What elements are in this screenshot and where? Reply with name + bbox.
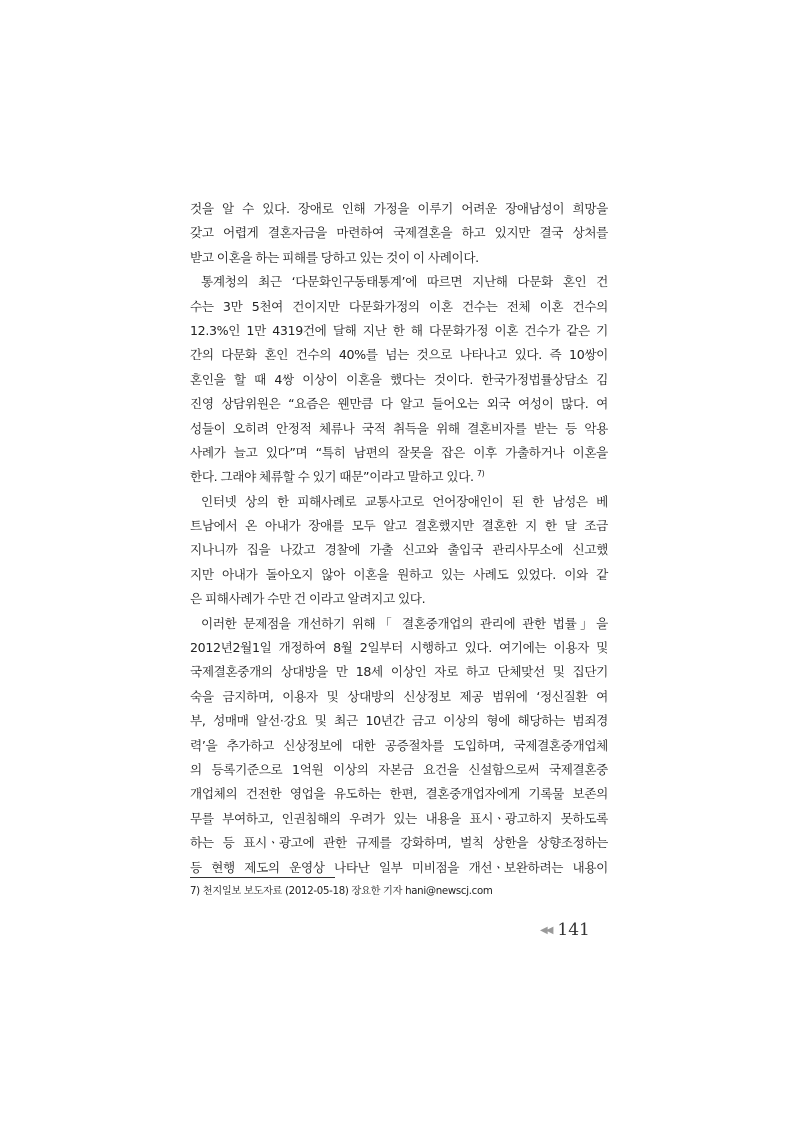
body-line: 받고 이혼을 하는 피해를 당하고 있는 것이 이 사례이다. <box>190 249 479 265</box>
body-line: 이러한 문제점을 개선하기 위해「 결혼중개업의 관리에 관한 법률」을 <box>201 615 608 631</box>
body-line: 국제결혼중개의 상대방을 만 18세 이상인 자로 하고 단체맞선 및 집단기 <box>190 664 608 680</box>
body-line: 혼인을 할 때 4쌍 이상이 이혼을 했다는 것이다. 한국가정법률상담소 김 <box>190 371 608 387</box>
body-line: 2012년2월1일 개정하여 8월 2일부터 시행하고 있다. 여기에는 이용자 및 <box>190 640 608 656</box>
body-line: 것을 알 수 있다. 장애로 인해 가정을 이루기 어려운 장애남성이 희망을 <box>190 201 608 216</box>
body-line: 인터넷 상의 한 피해사례로 교통사고로 언어장애인이 된 한 남성은 베 <box>201 493 608 509</box>
body-line: 사례가 늘고 있다”며 “특히 남편의 잘못을 잡은 이후 가출하거나 이혼을 <box>190 444 608 460</box>
body-line: 간의 다문화 혼인 건수의 40%를 넘는 것으로 나타나고 있다. 즉 10쌍이 <box>190 347 608 363</box>
body-line: 등 현행 제도의 운영상 나타난 일부 미비점을 개선ㆍ보완하려는 내용이 <box>190 859 608 875</box>
body-line: 갖고 어렵게 결혼자금을 마련하여 국제결혼을 하고 있지만 결국 상처를 <box>190 225 608 241</box>
body-line: 은 피해사례가 수만 건 이라고 알려지고 있다. <box>190 591 426 607</box>
body-line: 성들이 오히려 안정적 체류나 국적 취득을 위해 결혼비자를 받는 등 악용 <box>190 420 608 436</box>
footnote-divider <box>190 877 335 878</box>
body-line: 지만 아내가 돌아오지 않아 이혼을 원하고 있는 사례도 있었다. 이와 같 <box>190 566 608 582</box>
body-line <box>190 465 608 489</box>
body-line: 지나니까 집을 나갔고 경찰에 가출 신고와 출입국 관리사무소에 신고했 <box>190 542 608 558</box>
body-line: 수는 3만 5천여 건이지만 다문화가정의 이혼 건수는 전체 이혼 건수의 <box>190 298 608 314</box>
body-line-text: 한다. 그래야 체류할 수 있기 때문”이라고 말하고 있다. <box>190 469 474 485</box>
page-footer <box>540 920 590 940</box>
body-line: 의 등록기준으로 1억원 이상의 자본금 요건을 신설함으로써 국제결혼중 <box>190 761 608 777</box>
body-line: 통계청의 최근 ‘다문화인구동태통계’에 따르면 지난해 다문화 혼인 건 <box>201 274 608 290</box>
double-left-arrow-icon: ◀◀ <box>540 924 552 936</box>
footnote-ref: 7) <box>476 469 485 479</box>
body-line: 숙을 금지하며, 이용자 및 상대방의 신상정보 제공 범위에 ‘정신질환 여 <box>190 688 608 704</box>
footnote: 7) 천지일보 보도자료 (2012-05-18) 장요한 기자 hani@newscj.com <box>190 886 493 897</box>
body-line: 트남에서 온 아내가 장애를 모두 알고 결혼했지만 결혼한 지 한 달 조금 <box>190 518 608 534</box>
body-line: 12.3%인 1만 4319건에 달해 지난 한 해 다문화가정 이혼 건수가 같은 기 <box>190 322 608 338</box>
body-line: 력’을 추가하고 신상정보에 대한 공증절차를 도입하며, 국제결혼중개업체 <box>190 737 608 753</box>
body-text <box>190 197 608 880</box>
body-line: 무를 부여하고, 인권침해의 우려가 있는 내용을 표시ㆍ광고하지 못하도록 <box>190 810 608 826</box>
body-line: 하는 등 표시ㆍ광고에 관한 규제를 강화하며, 벌칙 상한을 상향조정하는 <box>190 835 608 851</box>
body-line: 부, 성매매 알선·강요 및 최근 10년간 금고 이상의 형에 해당하는 범죄경 <box>190 713 608 729</box>
page-number: 141 <box>557 920 590 940</box>
body-line: 진영 상담위원은 “요즘은 웬만큼 다 알고 들어오는 외국 여성이 많다. 여 <box>190 396 608 412</box>
body-line: 개업체의 건전한 영업을 유도하는 한편, 결혼중개업자에게 기록물 보존의 <box>190 786 608 802</box>
